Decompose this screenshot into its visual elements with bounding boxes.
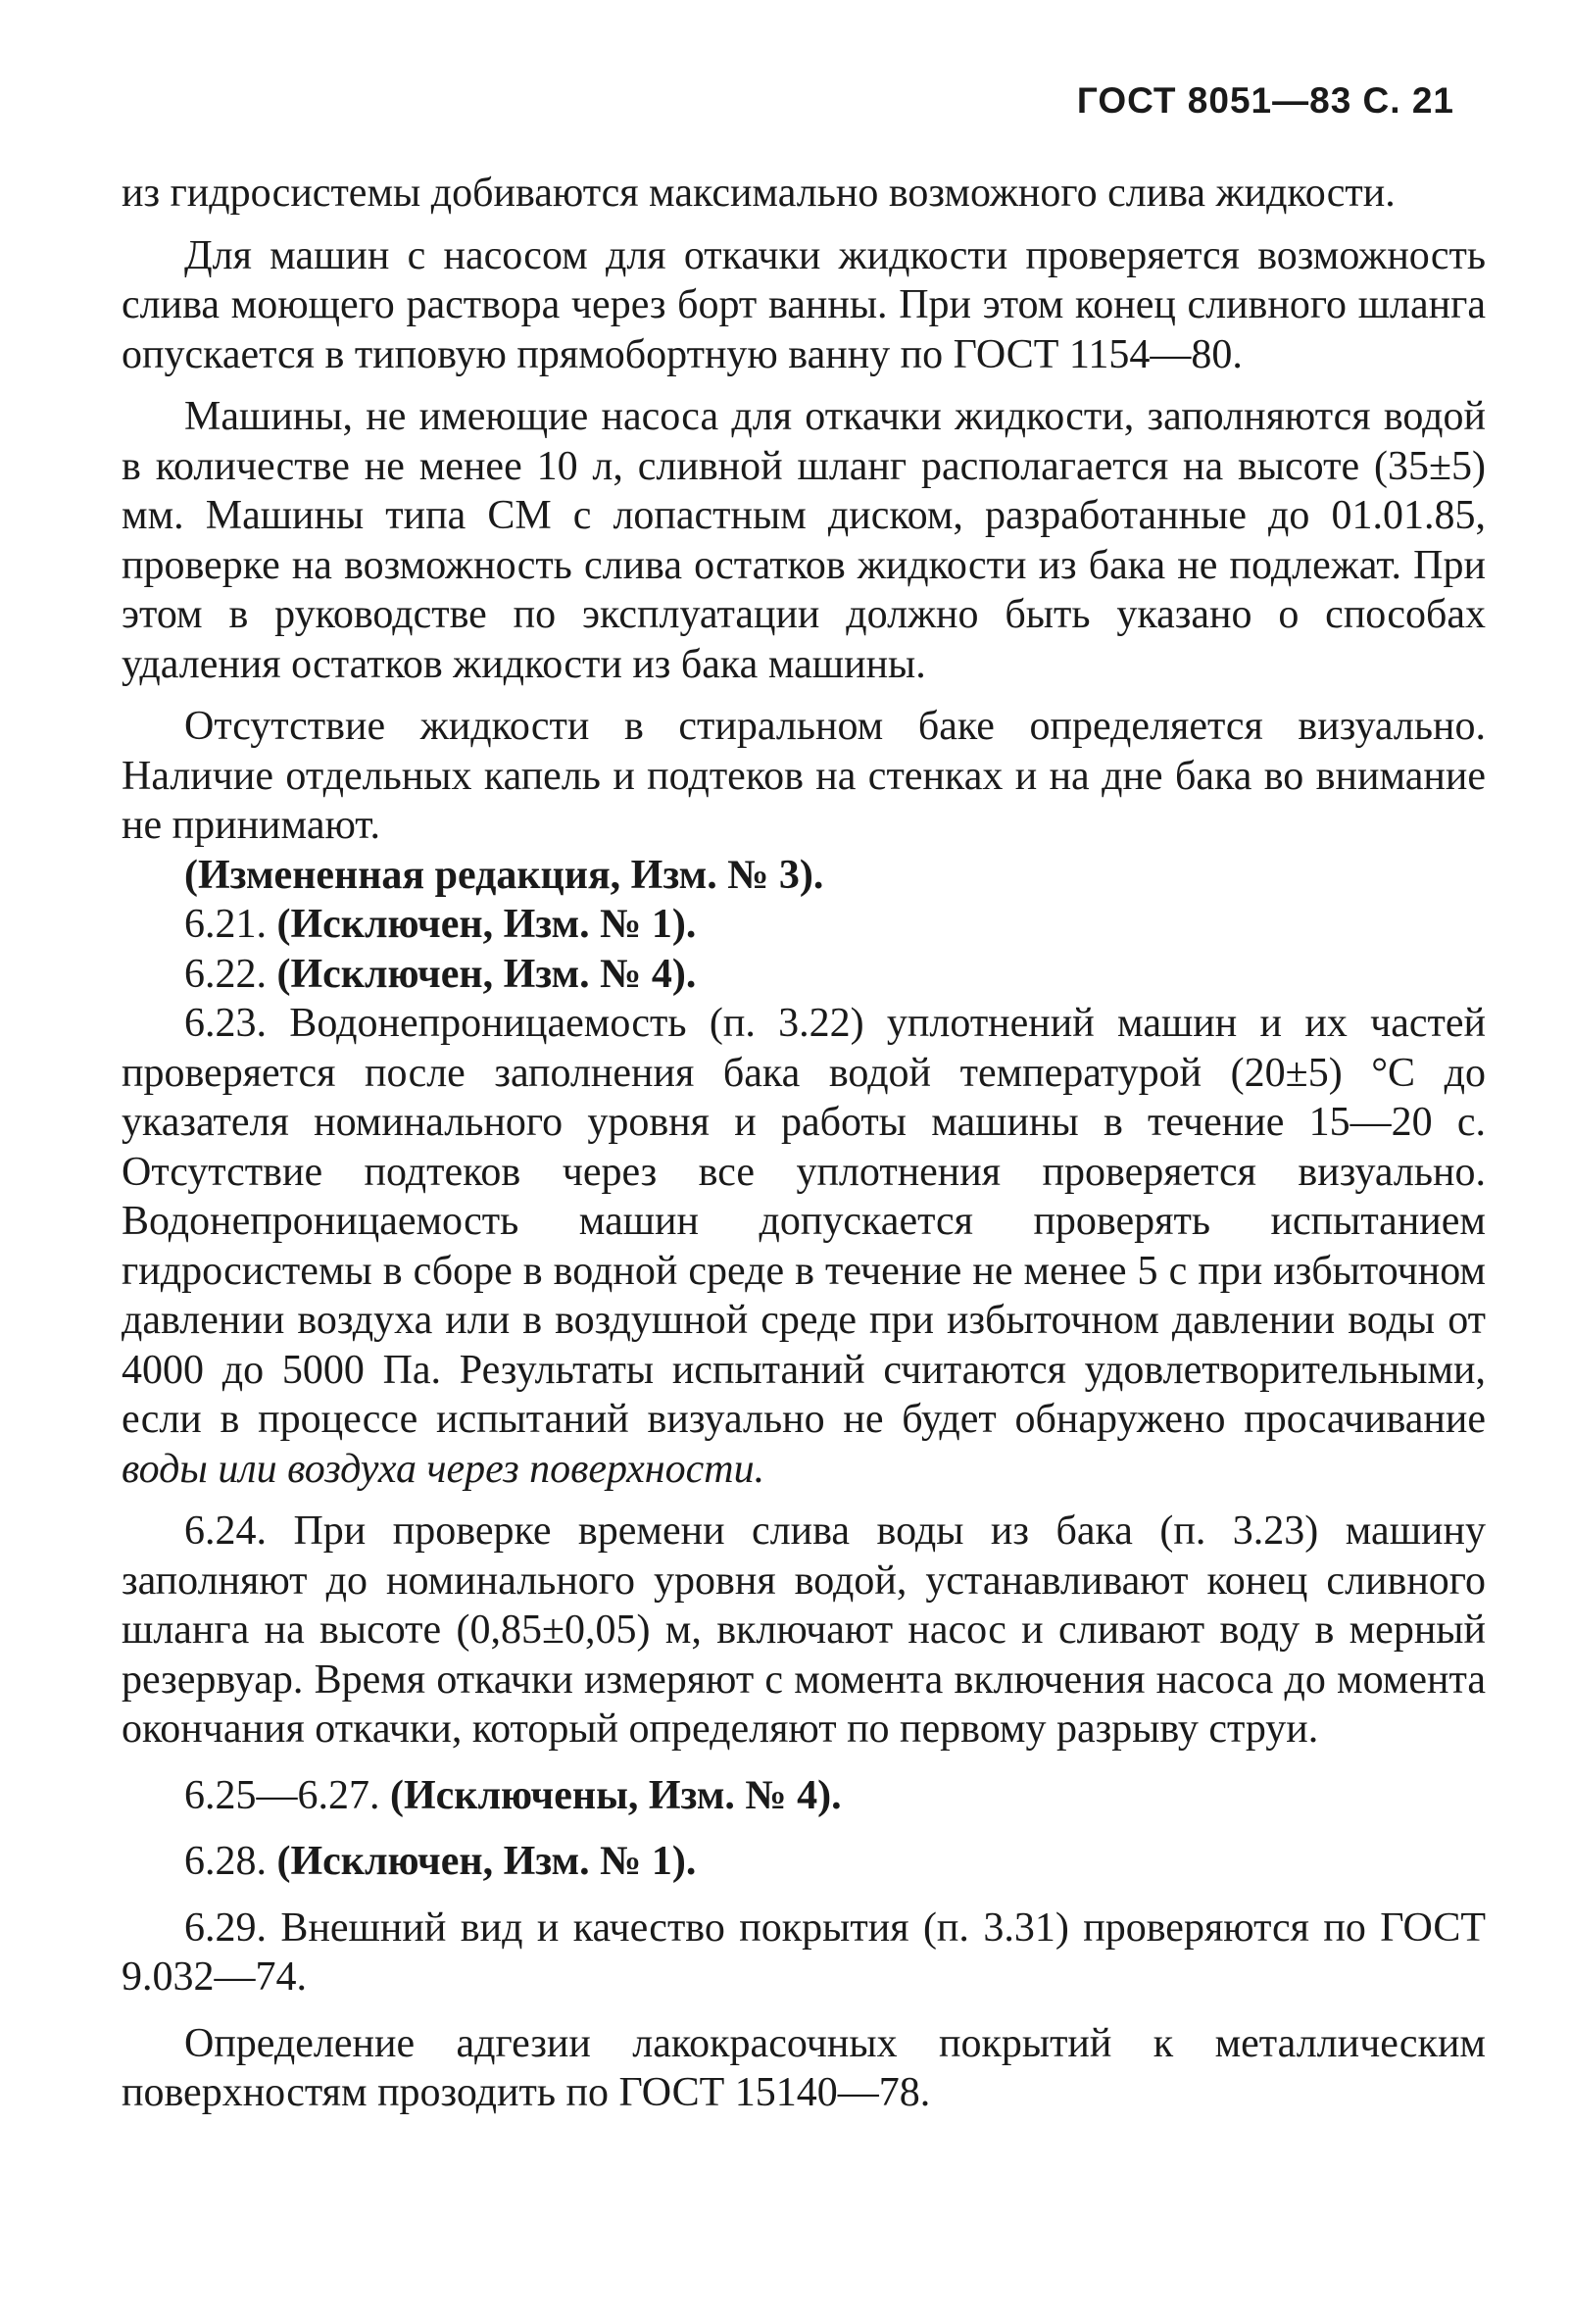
paragraph-6-23 — [122, 999, 1486, 1494]
paragraph-adhesion: Определение адгезии лакокрасочных покрытий к металлическим поверхностям прозодить по ГОСТ 15140—78. — [122, 2020, 1486, 2115]
clause-text-italic: воды или воздуха через поверхности. — [122, 1446, 765, 1492]
paragraph-6-21 — [122, 900, 1486, 950]
clause-excluded: (Исключен, Изм. № 1). — [276, 1839, 697, 1884]
clause-excluded: (Исключены, Изм. № 4). — [390, 1772, 842, 1818]
paragraph-6-28 — [122, 1837, 1486, 1887]
clause-number: 6.28. — [184, 1839, 267, 1884]
paragraph-6-22 — [122, 950, 1486, 1000]
clause-text: 6.23. Водонепроницаемость (п. 3.22) уплотнений машин и их частей проверяется после заполнения бака водой температурой (20±5) °С до указателя номинального уровня и работы машины в течение 15—20 с. Отсутствие подтеков через все уплотнения проверяется визуально. Водонепроницаемость машин допускается проверять испытанием гидросистемы в сборе в водной среде в течение не менее 5 с при избыточном давлении воздуха или в воздушной среде при избыточном давлении воды от 4000 до 5000 Па. Результаты испытаний считаются удовлетворительными, если в процессе испытаний визуально не будет обнаружено просачивание — [122, 1001, 1486, 1442]
paragraph-6-24: 6.24. При проверке времени слива воды из бака (п. 3.23) машину заполняют до номинального уровня водой, устанавливают конец сливного шланга на высоте (0,85±0,05) м, включают насос и сливают воду в мерный резервуар. Время откачки измеряют с момента включения насоса до момента окончания откачки, который определяют по первому разрыву струи. — [122, 1508, 1486, 1752]
paragraph-no-pump: Машины, не имеющие насоса для откачки жидкости, заполняются водой в количестве не менее 10 л, сливной шланг располагается на высоте (35±5) мм. Машины типа СМ с лопастным диском, разработанные до 01.01.85, проверке на возможность слива остатков жидкости из бака не подлежат. При этом в руководстве по эксплуатации должно быть указано о способах удаления остатков жидкости из бака машины. — [122, 394, 1486, 687]
paragraph-continuation: из гидросистемы добиваются максимально возможного слива жидкости. — [122, 171, 1396, 216]
paragraph-6-29: 6.29. Внешний вид и качество покрытия (п. 3.31) проверяются по ГОСТ 9.032—74. — [122, 1904, 1486, 2000]
clause-excluded: (Исключен, Изм. № 4). — [276, 951, 697, 997]
clause-number: 6.21. — [184, 902, 267, 947]
page-header: ГОСТ 8051—83 С. 21 — [1076, 80, 1454, 121]
paragraph-pump-drain: Для машин с насосом для откачки жидкости проверяется возможность слива моющего раствора через борт ванны. При этом конец сливного шланга опускается в типовую прямобортную ванну по ГОСТ 1154—80. — [122, 232, 1486, 377]
paragraph-6-25-27 — [122, 1771, 1486, 1821]
clause-excluded: (Исключен, Изм. № 1). — [276, 902, 697, 947]
clause-number: 6.22. — [184, 951, 267, 997]
paragraph-no-liquid: Отсутствие жидкости в стиральном баке определяется визуально. Наличие отдельных капель и подтеков на стенках и на дне бака во внимание не принимают. — [122, 704, 1486, 848]
clause-number: 6.25—6.27. — [184, 1772, 380, 1818]
document-body — [122, 169, 1486, 2118]
paragraph-amendment-3: (Измененная редакция, Изм. № 3). — [184, 852, 824, 898]
